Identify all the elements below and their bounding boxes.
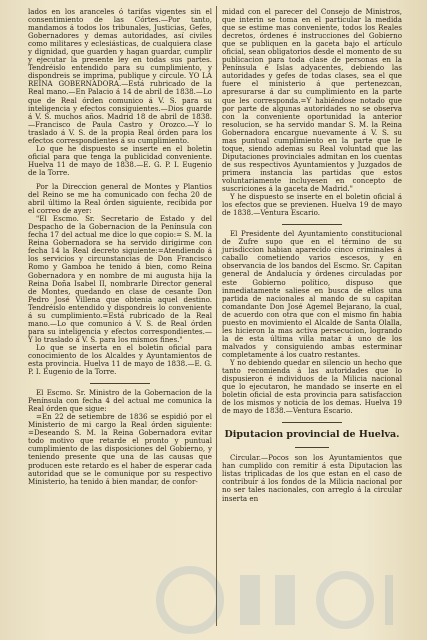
section-divider: [282, 422, 342, 423]
paragraph: El Presidente del Ayuntamiento constitucional de Zufre supo que en el término de su jurisdiccion habian aparecido cinco criminales á caballo cometiendo varios escesos, y en observancia de los bandos del Escmo. Sr. Capitan general de Andalucía y órdenes circuladas por este Gobierno político, dispuso que inmediatamente saliese en busca de ellos una partida de nacionales al mando de su capitan comandante Don José Agemel Bejarano, la cual, de acuerdo con otra que con el mismo fin habia puesto en movimiento el Alcalde de Santa Olalla, les hicieron la mas activa persecucion, logrando la de esta última villa matar á uno de los malvados y consiguiendo ambas esterminar completamente á los cuatro restantes.: [222, 229, 402, 359]
left-column: [28, 8, 212, 486]
section-heading: Diputacion provincial de Huelva.: [224, 429, 400, 441]
paragraph: midad con el parecer del Consejo de Ministros, que interin se toma en el particular la medida que se estime mas conveniente, todos los Reales decretos, órdenes é instrucciones del Gobierno que se publiquen en la gaceta bajo el artículo oficial, sean obligatorios desde el momento de su publicacion para toda clase de personas en la Península é Islas adyacentes, debiendo las autoridades y gefes de todas clases, sea el que fuere el ministerio á que pertenezcan, apresurarse á dar su cumplimiento en la parte que les corresponda.=Y habiéndose notado que por parte de algunas autoridades no se observa con la conveniente oportunidad la anterior resolucion, se ha servido mandar S. M. la Reina Gobernadora encargue nuevamente á V. S. su mas puntual cumplimiento en la parte que le toque, siendo ademas su Real voluntad que las Diputaciones provinciales admitan en los cuentas de sus respectivos Ayuntamientos y Juzgados de primera instancia las partidas que estos voluntariamente incluyesen en concepto de suscriciones á la gaceta de Madrid.": [222, 7, 402, 194]
paragraph: "El Escmo. Sr. Secretario de Estado y del Despacho de la Gobernacion de la Península con fecha 17 del actual me dice lo que copio:= S. M. la Reina Gobernadora se ha servido dirigirme con fecha 14 la Real decreto siguiente:=Atendiendo á los servicios y circunstancias de Don Francisco Romo y Gamboa he tenido á bien, como Reina Gobernadora y en nombre de mi augusta hija la Reina Doña Isabel II, nombrarle Director general de Montes, quedando en clase de cesante Don Pedro José Villena que obtenia aquel destino. Tendréislo entendido y dispondreis lo conveniente á su cumplimiento.=Está rubricado de la Real mano.—Lo que comunico á V. S. de Real órden para su inteligencia y efectos correspondientes.—Y lo traslado á V. S. para los mismos fines.": [28, 214, 212, 344]
paragraph: El Escmo. Sr. Ministro de la Gobernacion de la Península con fecha 4 del actual me comunica la Real órden que sigue:: [28, 388, 212, 414]
paragraph: =En 22 de setiembre de 1836 se espidió por el Ministerio de mi cargo la Real órden siguiente: =Deseando S. M. la Reina Gobernadora evitar todo motivo que retarde el pronto y puntual cumplimiento de las disposiciones del Gobierno, y teniendo presente que una de las causas que producen este retardo es el haber de esperar cada autoridad que se le comunique por su respectivo Ministerio, ha tenido á bien mandar, de confor-: [28, 412, 212, 486]
paragraph: Y he dispuesto se inserte en el boletin oficial á los efectos que se previenen. Huelva 19 de mayo de 1838.—Ventura Escario.: [222, 192, 402, 218]
section-divider: [282, 224, 342, 225]
library-watermark: [150, 560, 427, 640]
paragraph: Lo que se inserta en el boletin oficial para conocimiento de los Alcaldes y Ayuntamientos de esta provincia. Huelva 11 de mayo de 1838.—E. G. P. I. Eugenio de la Torre.: [28, 342, 212, 377]
right-column: [222, 8, 402, 503]
column-rule: [216, 6, 217, 626]
paragraph: Circular.—Pocos son los Ayuntamientos que han cumplido con remitir á esta Diputacion las listas triplicadas de los que estan en el caso de contribuir á los fondos de la Milicia nacional por no ser tales nacionales, con arreglo á la circular inserta en: [222, 453, 402, 503]
paragraph: lados en los aranceles ó tarifas vigentes sin el consentimiento de las Córtes.—Por tanto, mandamos á todos los tribunales, Justicias, Gefes, Gobernadores y demas autoridades, así civiles como militares y eclesiásticas, de cualquiera clase y dignidad, que guarden y hagan guardar, cumplir y ejecutar la presente ley en todas sus partes. Tendréislo entendido para su cumplimiento, y dispondreis se imprima, publique y circule. YO LA REINA GOBERNADORA.—Está rubricado de la Real mano.—En Palacio á 14 de abril de 1838.—Lo que de Real órden comunico á V. S. para su inteligencia y efectos consiguientes.—Dios guarde á V. S. muchos años. Madrid 18 de abril de 1838. —Francisco de Paula Castro y Orozco.—Y lo traslado á V. S. de la propia Real órden para los efectos correspondientes á su cumplimiento.: [28, 7, 212, 145]
paragraph: Lo que he dispuesto se inserte en el boletin oficial para que tenga la publicidad conveniente. Huelva 11 de mayo de 1838.—E. G. P. I. Eugenio de la Torre.: [28, 143, 212, 177]
paragraph: Y no debiendo quedar en silencio un hecho que tanto recomienda á las autoridades que lo dispusieron é individuos de la Milicia nacional que lo ejecutaron, he mandado se inserte en el boletin oficial de esta provincia para satisfaccion de los mismos y noticia de los demas. Huelva 19 de mayo de 1838.—Ventura Escario.: [222, 357, 402, 416]
paragraph: Por la Direccion general de Montes y Plantios del Reino se me ha comunicado con fecha 20 de abril último la Real órden siguiente, recibida por el correo de ayer:: [28, 181, 212, 216]
heading-underline: [295, 447, 329, 448]
section-divider: [90, 383, 150, 384]
